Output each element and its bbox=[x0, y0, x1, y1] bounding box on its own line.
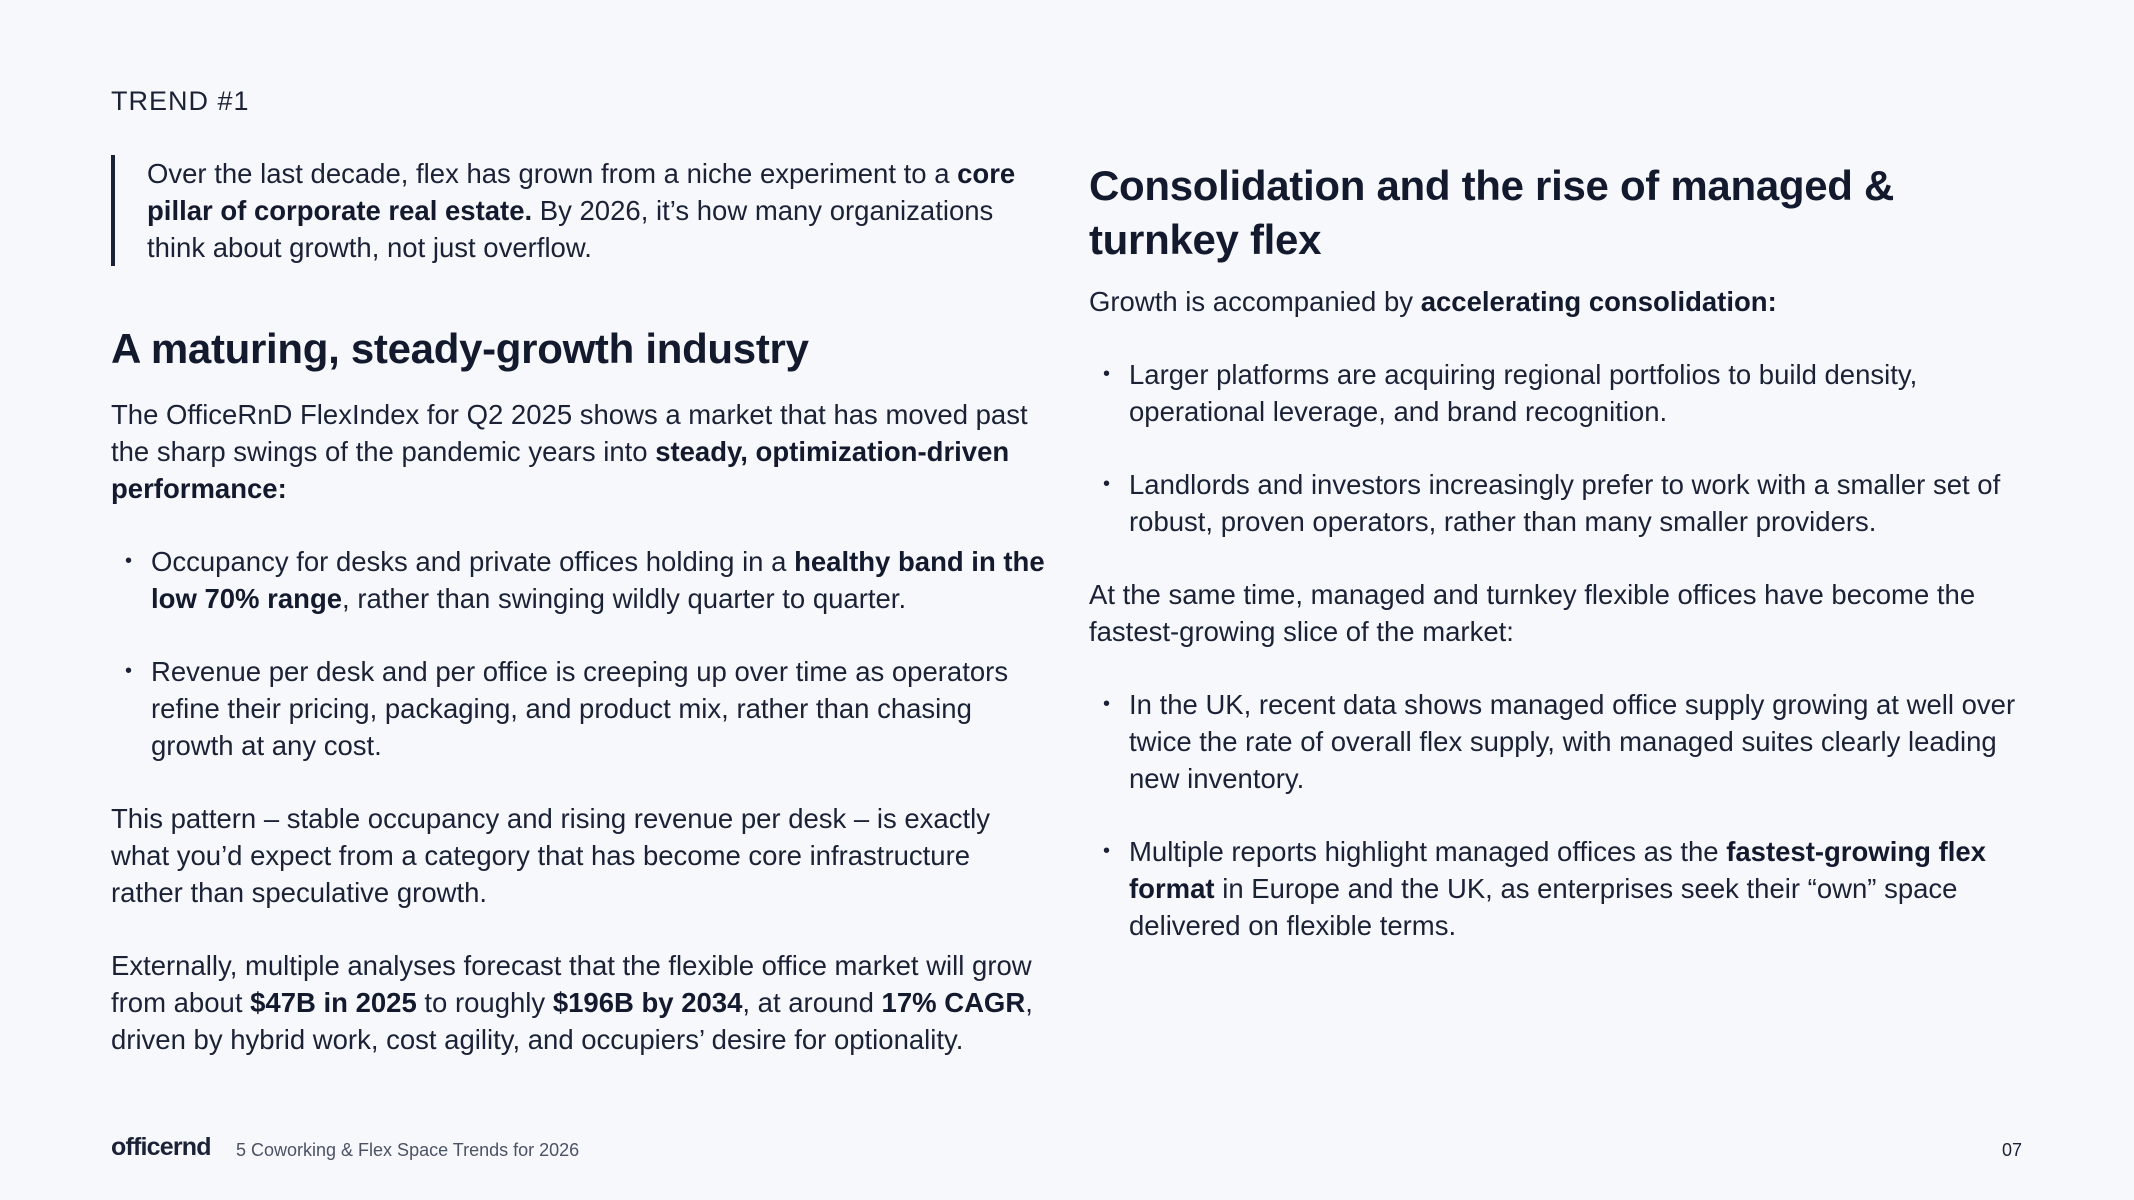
performance-bullet-list bbox=[111, 543, 1046, 764]
document-title: 5 Coworking & Flex Space Trends for 2026 bbox=[236, 1140, 580, 1160]
consolidation-bullet-list bbox=[1089, 356, 2029, 540]
managed-flex-paragraph: At the same time, managed and turnkey flexible offices have become the fastest-growing slice of the market: bbox=[1089, 579, 1976, 647]
section-heading-consolidation: Consolidation and the rise of managed & turnkey flex bbox=[1089, 162, 1895, 263]
list-item: • Occupancy for desks and private offices holding in a healthy band in the low 70% range, rather than swinging wildly quarter to quarter. bbox=[111, 543, 1046, 617]
pattern-paragraph: This pattern – stable occupancy and rising revenue per desk – is exactly what you’d expect from a category that has become core infrastructure rather than speculative growth. bbox=[111, 803, 990, 908]
officernd-logo: officernd bbox=[111, 1133, 211, 1161]
forecast-paragraph: Externally, multiple analyses forecast that the flexible office market will grow from about $47B in 2025 to roughly $196B by 2034, at around 17% CAGR, driven by hybrid work, cost agility, and occupiers’ desire for optionality. bbox=[111, 950, 1033, 1055]
pull-quote: Over the last decade, flex has grown from a niche experiment to a core pillar of corporate real estate. By 2026, it’s how many organizations think about growth, not just overflow. bbox=[111, 155, 1046, 266]
page-number: 07 bbox=[2001, 1140, 2022, 1160]
flexindex-paragraph: The OfficeRnD FlexIndex for Q2 2025 shows a market that has moved past the sharp swings of the pandemic years into steady, optimization-driven performance: bbox=[111, 399, 1028, 504]
list-item: • Larger platforms are acquiring regional portfolios to build density, operational leverage, and brand recognition. bbox=[1089, 356, 2029, 430]
right-column bbox=[1089, 155, 2029, 944]
section-heading-maturing: A maturing, steady-growth industry bbox=[111, 325, 809, 372]
bullet-icon: • bbox=[1103, 693, 1111, 715]
list-item: • In the UK, recent data shows managed office supply growing at well over twice the rate of overall flex supply, with managed suites clearly leading new inventory. bbox=[1089, 686, 2029, 797]
bullet-icon: • bbox=[1103, 840, 1111, 862]
bullet-icon: • bbox=[1103, 473, 1111, 495]
left-column bbox=[111, 155, 1046, 1058]
list-item: • Landlords and investors increasingly prefer to work with a smaller set of robust, proven operators, rather than many smaller providers. bbox=[1089, 466, 2029, 540]
trend-label: TREND #1 bbox=[111, 86, 250, 116]
bullet-icon: • bbox=[1103, 363, 1111, 385]
managed-bullet-list bbox=[1089, 686, 2029, 944]
list-item: • Multiple reports highlight managed offices as the fastest-growing flex format in Europe and the UK, as enterprises seek their “own” space delivered on flexible terms. bbox=[1089, 833, 2029, 944]
consolidation-intro: Growth is accompanied by accelerating consolidation: bbox=[1089, 286, 1777, 317]
bullet-icon: • bbox=[125, 660, 133, 682]
list-item: • Revenue per desk and per office is creeping up over time as operators refine their pricing, packaging, and product mix, rather than chasing growth at any cost. bbox=[111, 653, 1046, 764]
bullet-icon: • bbox=[125, 550, 133, 572]
